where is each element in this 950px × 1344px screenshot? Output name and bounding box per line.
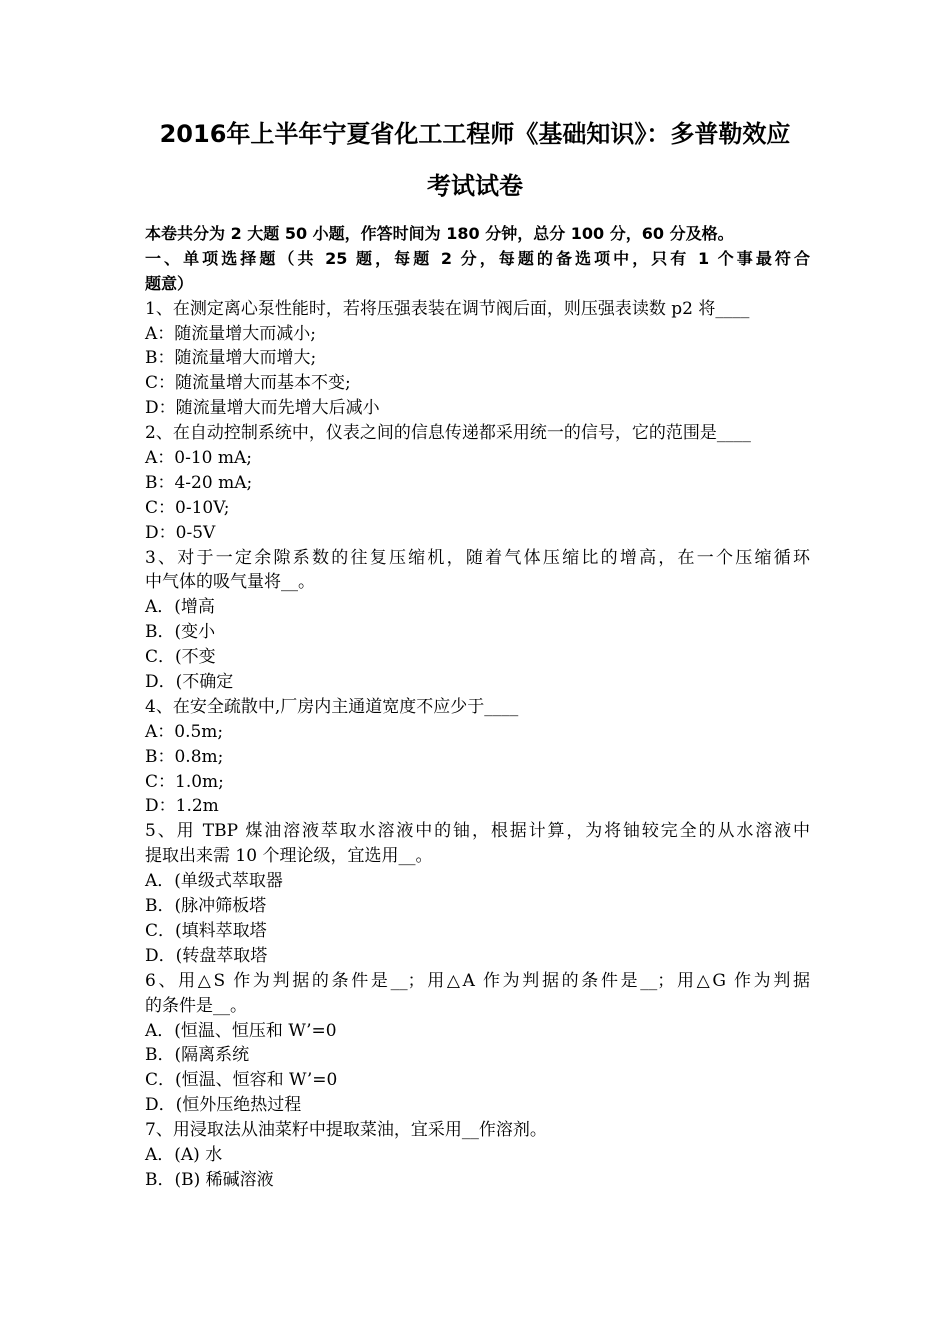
page-title-line-1: 2016年上半年宁夏省化工工程师《基础知识》：多普勒效应 <box>159 120 791 148</box>
question-stem-line-1: 3、对于一定余隙系数的往复压缩机，随着气体压缩比的增高，在一个压缩循环 <box>145 547 810 568</box>
option-a: A．(恒温、恒压和 W’=0 <box>145 1020 337 1041</box>
option-b: B：4-20 mA; <box>145 472 253 493</box>
question-2 <box>145 421 810 545</box>
option-c: C．(不变 <box>145 647 216 668</box>
question-7 <box>145 1118 810 1193</box>
question-stem-line-2: 中气体的吸气量将__。 <box>145 572 315 593</box>
option-a: A：0.5m; <box>145 721 224 742</box>
question-4 <box>145 695 810 819</box>
question-stem-line-2: 的条件是__。 <box>145 995 247 1016</box>
question-1 <box>145 297 810 421</box>
option-b: B．(隔离系统 <box>145 1045 250 1066</box>
option-a: A．(单级式萃取器 <box>145 871 283 892</box>
section-heading-line-2: 题意） <box>145 273 194 293</box>
question-stem-line-1: 6、用△S 作为判据的条件是__；用△A 作为判据的条件是__；用△G 作为判据 <box>145 970 810 991</box>
option-c: C．(恒温、恒容和 W’=0 <box>145 1070 338 1091</box>
option-d: D：0-5V <box>145 522 216 543</box>
section-heading-line-1: 一、单项选择题（共 25 题，每题 2 分，每题的备选项中，只有 1 个事最符合 <box>145 248 810 268</box>
question-stem-line-2: 提取出来需 10 个理论级，宜选用__。 <box>145 846 433 867</box>
option-c: C．(填料萃取塔 <box>145 920 267 941</box>
option-d: D．(不确定 <box>145 672 234 693</box>
option-d: D．(恒外压绝热过程 <box>145 1095 302 1116</box>
option-b: B．(B) 稀碱溶液 <box>145 1169 274 1190</box>
question-3 <box>145 546 810 695</box>
option-a: A：随流量增大而减小; <box>145 323 317 344</box>
page-title-line-2: 考试试卷 <box>427 172 523 200</box>
option-b: B．(脉冲筛板塔 <box>145 896 267 917</box>
option-d: D．(转盘萃取塔 <box>145 945 268 966</box>
option-d: D：随流量增大而先增大后减小 <box>145 398 380 419</box>
option-c: C：1.0m; <box>145 771 224 792</box>
question-stem: 1、在测定离心泵性能时，若将压强表装在调节阀后面，则压强表读数 p2 将____ <box>145 298 750 319</box>
exam-intro: 本卷共分为 2 大题 50 小题，作答时间为 180 分钟，总分 100 分，60 分及格。 <box>145 224 734 243</box>
question-stem: 2、在自动控制系统中，仪表之间的信息传递都采用统一的信号，它的范围是____ <box>145 423 751 444</box>
question-stem: 7、用浸取法从油菜籽中提取菜油，宜采用__作溶剂。 <box>145 1120 547 1141</box>
option-a: A．(A) 水 <box>145 1144 223 1165</box>
question-stem: 4、在安全疏散中,厂房内主通道宽度不应少于____ <box>145 696 519 717</box>
option-a: A：0-10 mA; <box>145 448 252 469</box>
question-stem-line-1: 5、用 TBP 煤油溶液萃取水溶液中的铀，根据计算，为将铀较完全的从水溶液中 <box>145 821 810 842</box>
option-b: B：随流量增大而增大; <box>145 348 317 369</box>
option-a: A．(增高 <box>145 597 215 618</box>
question-6 <box>145 969 810 1118</box>
option-c: C：0-10V; <box>145 497 230 518</box>
option-b: B．(变小 <box>145 622 216 643</box>
option-b: B：0.8m; <box>145 746 224 767</box>
exam-content <box>145 222 810 1193</box>
option-d: D：1.2m <box>145 796 219 817</box>
question-5 <box>145 819 810 968</box>
option-c: C：随流量增大而基本不变; <box>145 373 351 394</box>
